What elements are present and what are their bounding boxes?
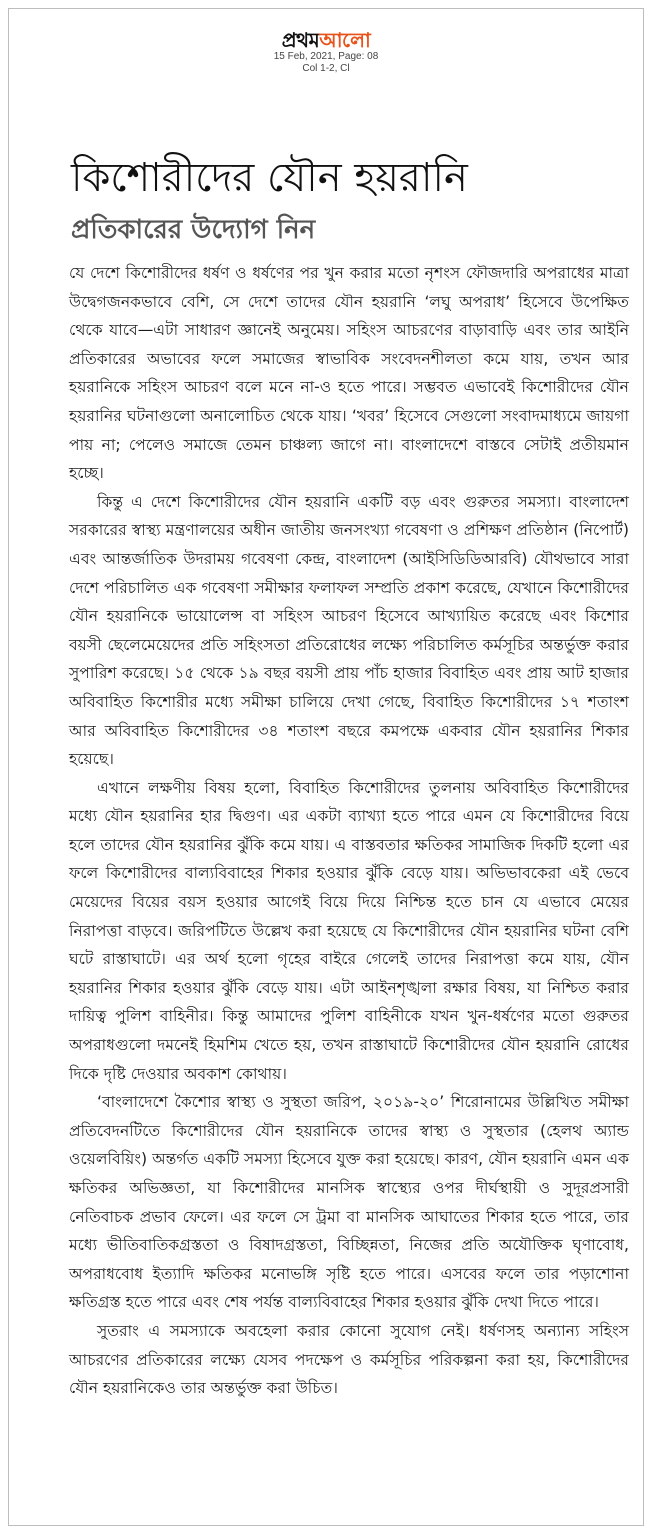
publication-date-page: 15 Feb, 2021, Page: 08 bbox=[273, 51, 379, 62]
column-info: Col 1-2, Cl bbox=[302, 63, 350, 74]
paragraph-2: কিন্তু এ দেশে কিশোরীদের যৌন হয়রানি একটি বড় এবং গুরুতর সমস্যা। বাংলাদেশ সরকারের স্বাস্থ্য মন্ত্রণালয়ের অধীন জাতীয় জনসংখ্যা গবেষণা ও প্রশিক্ষণ প্রতিষ্ঠান (নিপোর্ট) এবং আন্তর্জাতিক উদরাময় গবেষণা কেন্দ্র, বাংলাদেশ (আইসিডিডিআরবি) যৌথভাবে সারা দেশে পরিচালিত এক গবেষণা সমীক্ষার ফলাফল সম্প্রতি প্রকাশ করেছে, যেখানে কিশোরীদের যৌন হয়রানিকে ভায়োলেন্স বা সহিংস আচরণ হিসেবে আখ্যায়িত করেছে এবং কিশোর বয়সী ছেলেমেয়েদের প্রতি সহিংসতা প্রতিরোধের লক্ষ্যে পরিচালিত কর্মসূচির অন্তর্ভুক্ত করার সুপারিশ করেছে। ১৫ থেকে ১৯ বছর বয়সী প্রায় পাঁচ হাজার বিবাহিত এবং প্রায় আট হাজার অবিবাহিত কিশোরীর মধ্যে সমীক্ষা চালিয়ে দেখা গেছে, বিবাহিত কিশোরীদের ১৭ শতাংশ আর অবিবাহিত কিশোরীদের ৩৪ শতাংশ বছরে কমপক্ষে একবার যৌন হয়রানির শিকার হয়েছে। bbox=[69, 492, 629, 769]
masthead bbox=[9, 9, 643, 75]
newspaper-logo bbox=[9, 29, 643, 51]
paragraph-5: সুতরাং এ সমস্যাকে অবহেলা করার কোনো সুযোগ নেই। ধর্ষণসহ অন্যান্য সহিংস আচরণের প্রতিকারের লক্ষ্যে যেসব পদক্ষেপ ও কর্মসূচির পরিকল্পনা করা হয়, কিশোরীদের যৌন হয়রানিকেও তার অন্তর্ভুক্ত করা উচিত। bbox=[69, 1321, 629, 1398]
newspaper-clipping bbox=[8, 8, 644, 1526]
paragraph-1: যে দেশে কিশোরীদের ধর্ষণ ও ধর্ষণের পর খুন করার মতো নৃশংস ফৌজদারি অপরাধের মাত্রা উদ্বেগজনকভাবে বেশি, সে দেশে তাদের যৌন হয়রানি ‘লঘু অপরাধ’ হিসেবে উপেক্ষিত থেকে যাবে—এটা সাধারণ জ্ঞানেই অনুমেয়। সহিংস আচরণের বাড়াবাড়ি এবং তার আইনি প্রতিকারের অভাবের ফলে সমাজের স্বাভাবিক সংবেদনশীলতা কমে যায়, তখন আর হয়রানিকে সহিংস আচরণ বলে মনে না-ও হতে পারে। সম্ভবত এভাবেই কিশোরীদের যৌন হয়রানির ঘটনাগুলো অনালোচিত থেকে যায়। ‘খবর’ হিসেবে সেগুলো সংবাদমাধ্যমে জায়গা পায় না; পেলেও সমাজে তেমন চাঞ্চল্য জাগে না। বাংলাদেশে বাস্তবে সেটাই প্রতীয়মান হচ্ছে। bbox=[69, 264, 629, 483]
paragraph-4: ‘বাংলাদেশে কৈশোর স্বাস্থ্য ও সুস্থতা জরিপ, ২০১৯-২০’ শিরোনামের উল্লিখিত সমীক্ষা প্রতিবেদনটিতে কিশোরীদের যৌন হয়রানিকে তাদের স্বাস্থ্য ও সুস্থতার (হেলথ অ্যান্ড ওয়েলবিয়িং) অন্তর্গত একটি সমস্যা হিসেবে যুক্ত করা হয়েছে। কারণ, যৌন হয়রানি এমন এক ক্ষতিকর অভিজ্ঞতা, যা কিশোরীদের মানসিক স্বাস্থ্যের ওপর দীর্ঘস্থায়ী ও সুদূরপ্রসারী নেতিবাচক প্রভাব ফেলে। এর ফলে সে ট্রমা বা মানসিক আঘাতের শিকার হতে পারে, তার মধ্যে ভীতিবাতিকগ্রস্ততা ও বিষাদগ্রস্ততা, বিচ্ছিন্নতা, নিজের প্রতি অযৌক্তিক ঘৃণাবোধ, অপরাধবোধ ইত্যাদি ক্ষতিকর মনোভঙ্গি সৃষ্টি হতে পারে। এসবের ফলে তার পড়াশোনা ক্ষতিগ্রস্ত হতে পারে এবং শেষ পর্যন্ত বাল্যবিবাহের শিকার হওয়ার ঝুঁকি দেখা দিতে পারে। bbox=[69, 1093, 629, 1312]
paragraph-3: এখানে লক্ষণীয় বিষয় হলো, বিবাহিত কিশোরীদের তুলনায় অবিবাহিত কিশোরীদের মধ্যে যৌন হয়রানির হার দ্বিগুণ। এর একটা ব্যাখ্যা হতে পারে এমন যে কিশোরীদের বিয়ে হলে তাদের যৌন হয়রানির ঝুঁকি কমে যায়। এ বাস্তবতার ক্ষতিকর সামাজিক দিকটি হলো এর ফলে কিশোরীদের বাল্যবিবাহের শিকার হওয়ার ঝুঁকি বেড়ে যায়। অভিভাবকেরা এই ভেবে মেয়েদের বিয়ের বয়স হওয়ার আগেই বিয়ে দিয়ে নিশ্চিন্ত হতে চান যে এভাবে মেয়ের নিরাপত্তা বাড়বে। জরিপটিতে উল্লেখ করা হয়েছে যে কিশোরীদের যৌন হয়রানির ঘটনা বেশি ঘটে রাস্তাঘাটে। এর অর্থ হলো গৃহের বাইরে গেলেই তাদের নিরাপত্তা কমে যায়, যৌন হয়রানির শিকার হওয়ার ঝুঁকি বেড়ে যায়। এটা আইনশৃঙ্খলা রক্ষার বিষয়, যা নিশ্চিত করার দায়িত্ব পুলিশ বাহিনীর। কিন্তু আমাদের পুলিশ বাহিনীকে যখন খুন-ধর্ষণের মতো গুরুতর অপরাধগুলো দমনেই হিমশিম খেতে হয়, তখন রাস্তাঘাটে কিশোরীদের যৌন হয়রানি রোধের দিকে দৃষ্টি দেওয়ার অবকাশ কোথায়। bbox=[69, 778, 629, 1083]
logo-text-prothom: প্রথম bbox=[281, 28, 320, 52]
logo-text-alo: আলো bbox=[319, 28, 371, 52]
article-body bbox=[9, 259, 643, 1403]
article-subheadline: প্রতিকারের উদ্যোগ নিন bbox=[71, 215, 316, 245]
article-headline: কিশোরীদের যৌন হয়রানি bbox=[71, 155, 468, 201]
